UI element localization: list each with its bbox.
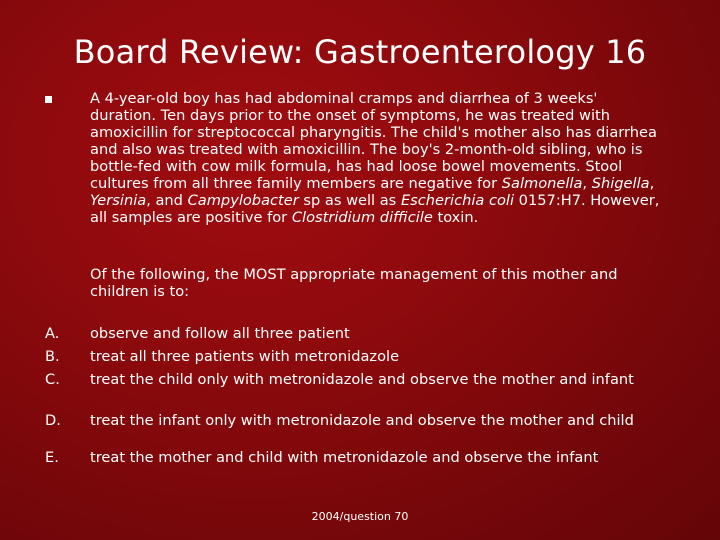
option-a-letter: A. bbox=[45, 325, 60, 342]
option-a-text: observe and follow all three patient bbox=[90, 325, 350, 342]
organism-shigella: Shigella bbox=[591, 175, 650, 192]
organism-campylobacter: Campylobacter bbox=[187, 192, 299, 209]
organism-salmonella: Salmonella bbox=[501, 175, 583, 192]
slide-title: Board Review: Gastroenterology 16 bbox=[73, 33, 647, 71]
question-stem: A 4-year-old boy has had abdominal cramps and diarrhea of 3 weeks' duration. Ten days prior to the onset of symptoms, he was treated with amoxicillin for streptococcal pharyngitis. The child's mother also has diarrhea and also was treated with amoxicillin. The boy's 2-month-old sibling, who is bottle-fed with cow milk formula, has had loose bowel movements. Stool cultures from all three family members are negative for Salmonella, Shigella, Yersinia, and Campylobacter sp as well as Escherichia coli 0157:H7. However, all samples are positive for Clostridium difficile toxin. bbox=[90, 90, 660, 226]
option-d-text: treat the infant only with metronidazole and observe the mother and child bbox=[90, 412, 634, 429]
option-e-text: treat the mother and child with metronidazole and observe the infant bbox=[90, 449, 599, 466]
option-e-letter: E. bbox=[45, 449, 59, 466]
option-b-letter: B. bbox=[45, 348, 60, 365]
stem-text-1: A 4-year-old boy has had abdominal cramps and diarrhea of 3 weeks' duration. Ten days prior to the onset of symptoms, he was treated with amoxicillin for streptococcal pharyngitis. The child's mother also has diarrhea and also was treated with amoxicillin. The boy's 2-month-old sibling, who is bottle-fed with cow milk formula, has had loose bowel movements. Stool cultures from all three family members are negative for bbox=[90, 90, 657, 192]
organism-clostridium-difficile: Clostridium difficile bbox=[291, 209, 433, 226]
option-d-letter: D. bbox=[45, 412, 61, 429]
stem-text-2: sp as well as bbox=[298, 192, 401, 209]
option-b-text: treat all three patients with metronidazole bbox=[90, 348, 400, 365]
option-c-text: treat the child only with metronidazole and observe the mother and infant bbox=[90, 371, 634, 388]
stem-text-4: toxin. bbox=[432, 209, 479, 226]
question-prompt: Of the following, the MOST appropriate management of this mother and children is to: bbox=[90, 266, 618, 300]
option-c-letter: C. bbox=[45, 371, 60, 388]
organism-escherichia-coli: Escherichia coli bbox=[400, 192, 515, 209]
slide-footer: 2004/question 70 bbox=[311, 510, 409, 523]
square-bullet-icon bbox=[45, 96, 53, 104]
stem-text-3: 0157:H7. However, all samples are positive for bbox=[90, 192, 660, 226]
organism-yersinia: Yersinia bbox=[90, 192, 147, 209]
